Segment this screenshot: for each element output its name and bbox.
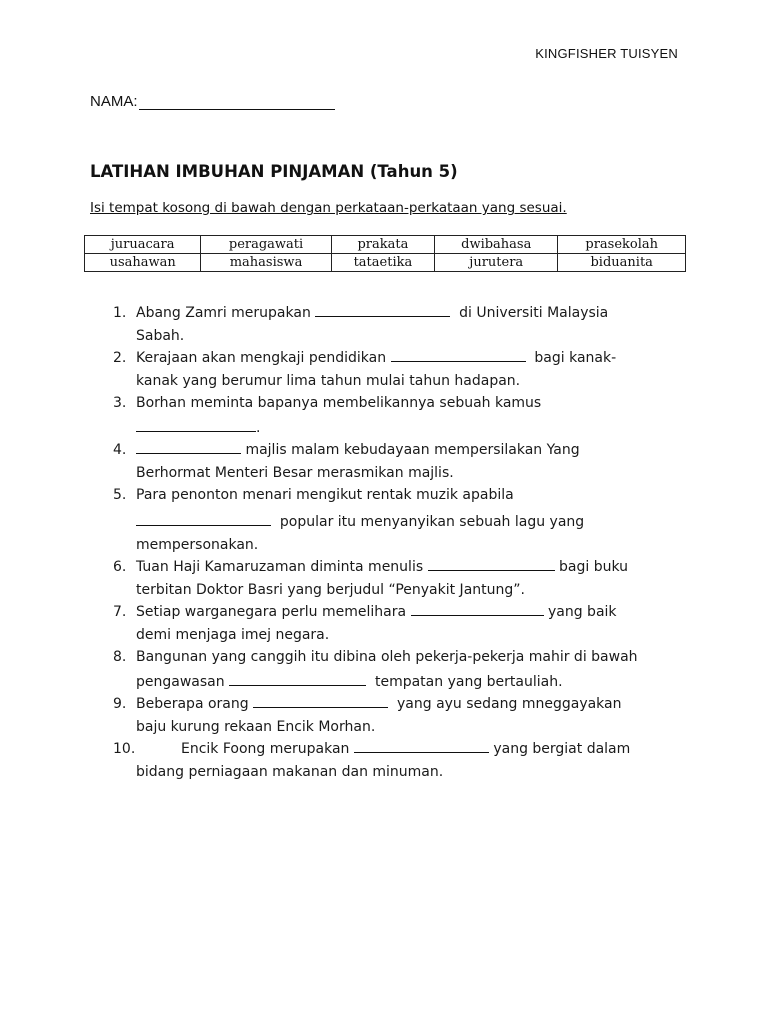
question-item <box>0 736 656 781</box>
question-text: baju kurung rekaan Encik Morhan. <box>136 719 376 735</box>
question-text: Abang Zamri merupakan <box>136 305 316 321</box>
word-bank-cell: biduanita <box>558 254 686 272</box>
answer-blank[interactable] <box>136 511 271 526</box>
question-number: 1. <box>113 305 127 321</box>
answer-blank[interactable] <box>411 601 544 616</box>
name-row <box>90 93 335 110</box>
question-continuation <box>136 671 656 691</box>
name-label: NAMA: <box>90 93 138 110</box>
question-text: yang ayu sedang mneggayakan <box>388 696 622 712</box>
question-item <box>0 482 656 554</box>
question-item <box>0 300 656 345</box>
instruction-text: Isi tempat kosong di bawah dengan perkataan-perkataan yang sesuai. <box>90 200 567 216</box>
question-number: 3. <box>113 395 127 411</box>
answer-blank[interactable] <box>391 347 526 362</box>
answer-blank[interactable] <box>428 556 555 571</box>
question-text: popular itu menyanyikan sebuah lagu yang <box>271 514 585 530</box>
question-number: 9. <box>113 696 127 712</box>
question-item <box>0 345 656 390</box>
word-bank-cell: peragawati <box>201 236 331 254</box>
question-item <box>0 644 656 691</box>
question-text: yang bergiat dalam <box>488 741 631 757</box>
question-item <box>0 437 656 482</box>
question-text: bagi buku <box>554 559 629 575</box>
question-text: Para penonton menari mengikut rentak muzik apabila <box>136 487 514 503</box>
answer-blank[interactable] <box>136 439 241 454</box>
question-text: majlis malam kebudayaan mempersilakan Yang <box>241 442 580 458</box>
word-bank-row <box>85 236 686 254</box>
word-bank-row <box>85 254 686 272</box>
question-list <box>0 300 768 781</box>
word-bank-cell: dwibahasa <box>435 236 558 254</box>
question-number: 6. <box>113 559 127 575</box>
question-number: 7. <box>113 604 127 620</box>
question-item <box>0 691 656 736</box>
question-item <box>0 390 656 437</box>
question-text: bagi kanak- <box>525 350 617 366</box>
question-text: mempersonakan. <box>136 537 259 553</box>
school-name: KINGFISHER TUISYEN <box>535 46 678 61</box>
question-text: Encik Foong merupakan <box>181 741 354 757</box>
question-text: kanak yang berumur lima tahun mulai tahun hadapan. <box>136 373 521 389</box>
question-text: tempatan yang bertauliah. <box>366 674 563 690</box>
word-bank-cell: usahawan <box>85 254 201 272</box>
word-bank-cell: juruacara <box>85 236 201 254</box>
word-bank-cell: prasekolah <box>558 236 686 254</box>
question-text: Berhormat Menteri Besar merasmikan majlis. <box>136 465 454 481</box>
question-text: Setiap warganegara perlu memelihara <box>136 604 411 620</box>
question-text: demi menjaga imej negara. <box>136 627 330 643</box>
question-text: Sabah. <box>136 328 185 344</box>
question-text: pengawasan <box>136 674 230 690</box>
answer-blank[interactable] <box>354 738 489 753</box>
word-bank-cell: mahasiswa <box>201 254 331 272</box>
question-continuation <box>136 509 656 536</box>
question-continuation <box>136 417 656 437</box>
question-number: 10. <box>113 741 136 757</box>
worksheet-title: LATIHAN IMBUHAN PINJAMAN (Tahun 5) <box>90 162 458 181</box>
answer-blank[interactable] <box>315 302 450 317</box>
answer-blank[interactable] <box>136 417 256 432</box>
question-text: . <box>256 420 261 436</box>
question-number: 5. <box>113 487 127 503</box>
question-text: Borhan meminta bapanya membelikannya sebuah kamus <box>136 395 542 411</box>
word-bank-cell: jurutera <box>435 254 558 272</box>
question-text: Tuan Haji Kamaruzaman diminta menulis <box>136 559 428 575</box>
question-number: 8. <box>113 649 127 665</box>
answer-blank[interactable] <box>253 693 388 708</box>
question-text: terbitan Doktor Basri yang berjudul “Penyakit Jantung”. <box>136 582 525 598</box>
word-bank-table <box>84 235 686 272</box>
question-text: bidang perniagaan makanan dan minuman. <box>136 764 444 780</box>
question-text: Beberapa orang <box>136 696 254 712</box>
question-item <box>0 599 656 644</box>
question-item <box>0 554 656 599</box>
word-bank-cell: tataetika <box>331 254 434 272</box>
name-blank[interactable] <box>139 94 335 110</box>
question-text: Bangunan yang canggih itu dibina oleh pekerja-pekerja mahir di bawah <box>136 649 638 665</box>
question-number: 2. <box>113 350 127 366</box>
question-text: yang baik <box>543 604 617 620</box>
word-bank-cell: prakata <box>331 236 434 254</box>
answer-blank[interactable] <box>229 671 366 686</box>
question-text: di Universiti Malaysia <box>450 305 609 321</box>
question-number: 4. <box>113 442 127 458</box>
question-text: Kerajaan akan mengkaji pendidikan <box>136 350 391 366</box>
